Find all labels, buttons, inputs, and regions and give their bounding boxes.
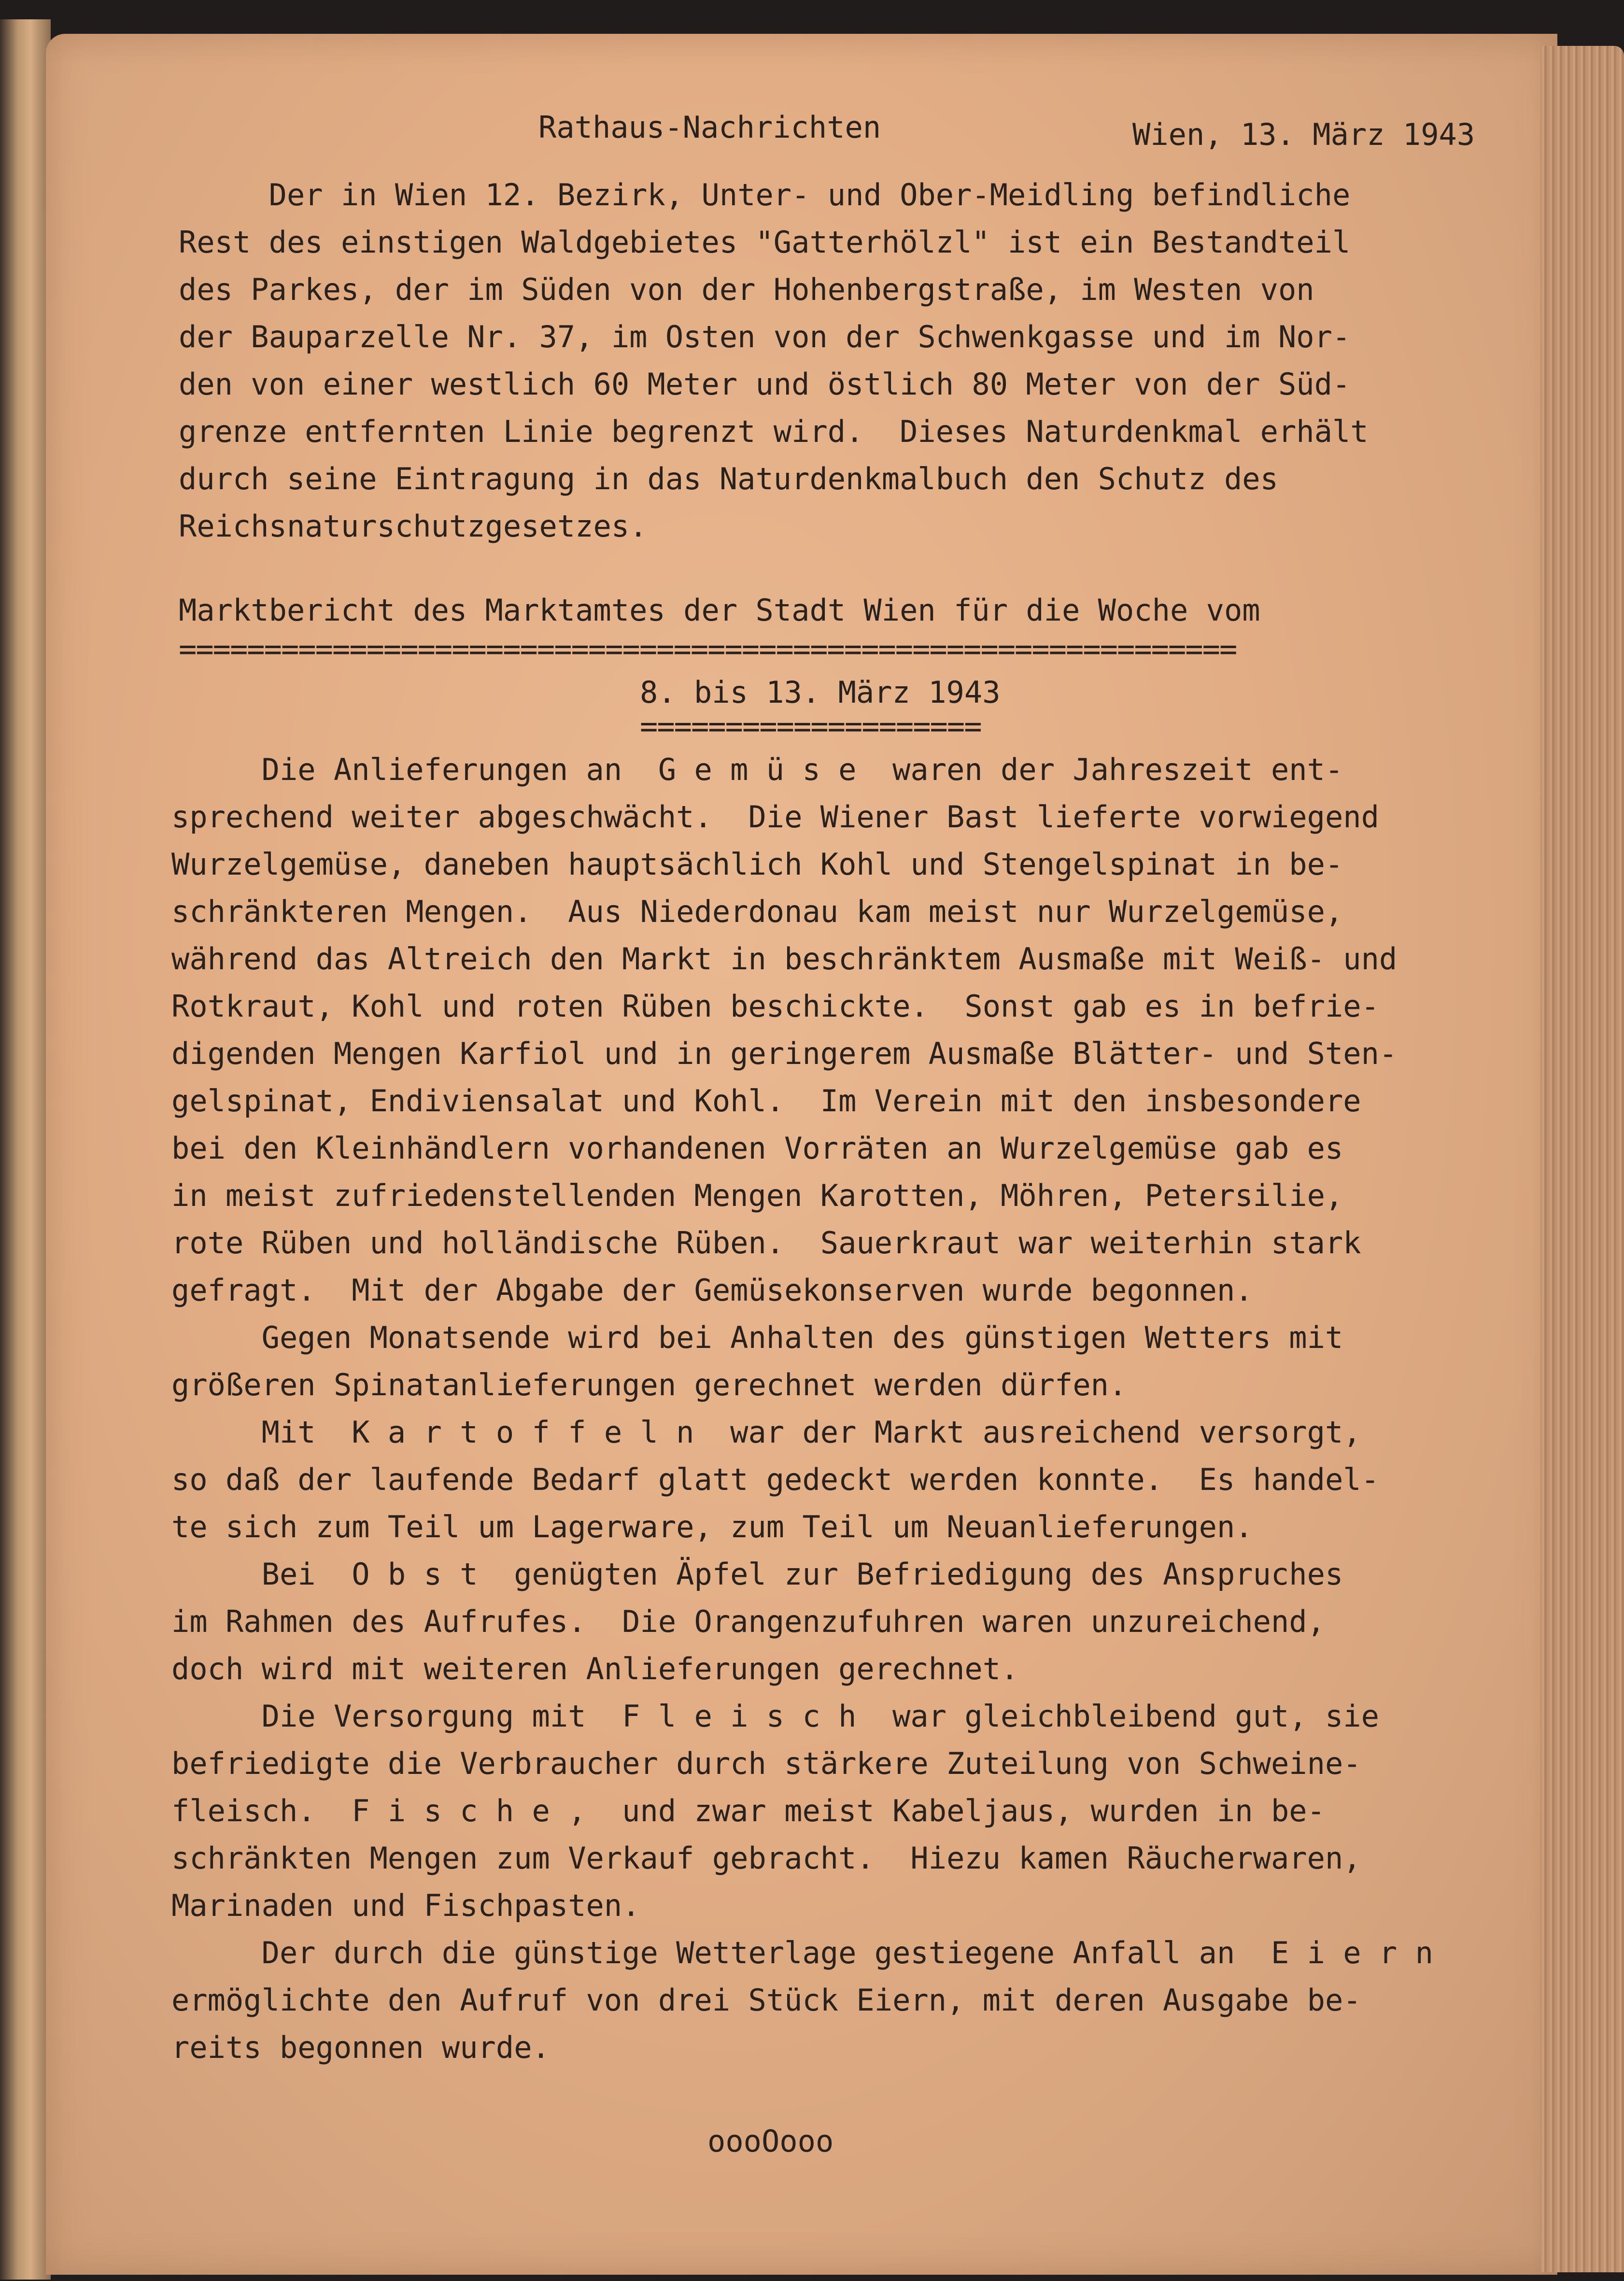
- paragraph-marktbericht-line: schränkteren Mengen. Aus Niederdonau kam meist nur Wurzelgemüse,: [171, 894, 1343, 929]
- paragraph-marktbericht-line: sprechend weiter abgeschwächt. Die Wiener Bast lieferte vorwiegend: [171, 799, 1379, 835]
- paragraph-marktbericht-line: Mit K a r t o f f e l n war der Markt ausreichend versorgt,: [171, 1415, 1361, 1450]
- paragraph-marktbericht-line: gelspinat, Endiviensalat und Kohl. Im Verein mit den insbesondere: [171, 1083, 1361, 1119]
- paragraph-naturdenkmal-line: der Bauparzelle Nr. 37, im Osten von der Schwenkgasse und im Nor-: [179, 319, 1351, 354]
- paragraph-marktbericht-line: doch wird mit weiteren Anlieferungen gerechnet.: [171, 1651, 1019, 1686]
- paragraph-marktbericht-line: fleisch. F i s c h e , und zwar meist Kabeljaus, wurden in be-: [171, 1793, 1325, 1828]
- closing-mark: oooOooo: [707, 2124, 834, 2159]
- paragraph-naturdenkmal-line: Rest des einstigen Waldgebietes "Gatterhölzl" ist ein Bestandteil: [179, 225, 1351, 260]
- section-title: Marktbericht des Marktamtes der Stadt Wien für die Woche vom: [179, 593, 1260, 628]
- paragraph-marktbericht-line: Gegen Monatsende wird bei Anhalten des günstigen Wetters mit: [171, 1320, 1343, 1355]
- paragraph-marktbericht-line: bei den Kleinhändlern vorhandenen Vorräten an Wurzelgemüse gab es: [171, 1131, 1343, 1166]
- paragraph-marktbericht-line: größeren Spinatanlieferungen gerechnet werden dürfen.: [171, 1367, 1127, 1403]
- paragraph-marktbericht-line: Bei O b s t genügten Äpfel zur Befriedigung des Anspruches: [171, 1557, 1343, 1592]
- paragraph-marktbericht-line: im Rahmen des Aufrufes. Die Orangenzufuhren waren unzureichend,: [171, 1604, 1325, 1639]
- paragraph-marktbericht-line: Die Anlieferungen an G e m ü s e waren der Jahreszeit ent-: [171, 752, 1343, 787]
- paragraph-marktbericht-line: ermöglichte den Aufruf von drei Stück Eiern, mit deren Ausgabe be-: [171, 1983, 1361, 2018]
- paragraph-marktbericht-line: in meist zufriedenstellenden Mengen Karotten, Möhren, Petersilie,: [171, 1178, 1343, 1213]
- paragraph-marktbericht-line: Wurzelgemüse, daneben hauptsächlich Kohl und Stengelspinat in be-: [171, 847, 1343, 882]
- paragraph-naturdenkmal-line: des Parkes, der im Süden von der Hohenbergstraße, im Westen von: [179, 272, 1314, 307]
- paragraph-marktbericht-line: Marinaden und Fischpasten.: [171, 1888, 640, 1923]
- section-title-underline: ==============================================================: [179, 631, 1237, 666]
- paragraph-marktbericht-line: digenden Mengen Karfiol und in geringerem Ausmaße Blätter- und Sten-: [171, 1036, 1398, 1071]
- paragraph-marktbericht-line: während das Altreich den Markt in beschränktem Ausmaße mit Weiß- und: [171, 941, 1398, 977]
- header-date: Wien, 13. März 1943: [1132, 117, 1475, 152]
- paragraph-marktbericht-line: so daß der laufende Bedarf glatt gedeckt werden konnte. Es handel-: [171, 1462, 1379, 1497]
- section-date: 8. bis 13. März 1943: [640, 675, 1001, 710]
- paragraph-marktbericht-line: Die Versorgung mit F l e i s c h war gleichbleibend gut, sie: [171, 1699, 1379, 1734]
- paragraph-marktbericht-line: Rotkraut, Kohl und roten Rüben beschickte. Sonst gab es in befrie-: [171, 989, 1379, 1024]
- book-binding-left: [0, 19, 51, 2280]
- paragraph-marktbericht-line: schränkten Mengen zum Verkauf gebracht. Hiezu kamen Räucherwaren,: [171, 1841, 1361, 1876]
- paragraph-naturdenkmal-line: Reichsnaturschutzgesetzes.: [179, 509, 648, 544]
- paragraph-naturdenkmal-line: Der in Wien 12. Bezirk, Unter- und Ober-Meidling befindliche: [179, 177, 1351, 213]
- paragraph-marktbericht-line: gefragt. Mit der Abgabe der Gemüsekonserven wurde begonnen.: [171, 1273, 1253, 1308]
- paragraph-marktbericht-line: Der durch die günstige Wetterlage gestiegene Anfall an E i e r n: [171, 1935, 1433, 1970]
- paragraph-marktbericht-line: te sich zum Teil um Lagerware, zum Teil um Neuanlieferungen.: [171, 1509, 1253, 1544]
- page-edges-right: [1540, 46, 1624, 2272]
- paragraph-naturdenkmal-line: den von einer westlich 60 Meter und östlich 80 Meter von der Süd-: [179, 367, 1351, 402]
- paragraph-marktbericht-line: reits begonnen wurde.: [171, 2030, 550, 2065]
- paragraph-naturdenkmal-line: grenze entfernten Linie begrenzt wird. Dieses Naturdenkmal erhält: [179, 414, 1369, 449]
- paragraph-marktbericht-line: befriedigte die Verbraucher durch stärkere Zuteilung von Schweine-: [171, 1746, 1361, 1781]
- section-date-underline: ====================: [640, 708, 981, 744]
- header-title: Rathaus-Nachrichten: [538, 110, 881, 145]
- paragraph-naturdenkmal-line: durch seine Eintragung in das Naturdenkmalbuch den Schutz des: [179, 461, 1278, 496]
- paragraph-marktbericht-line: rote Rüben und holländische Rüben. Sauerkraut war weiterhin stark: [171, 1225, 1361, 1261]
